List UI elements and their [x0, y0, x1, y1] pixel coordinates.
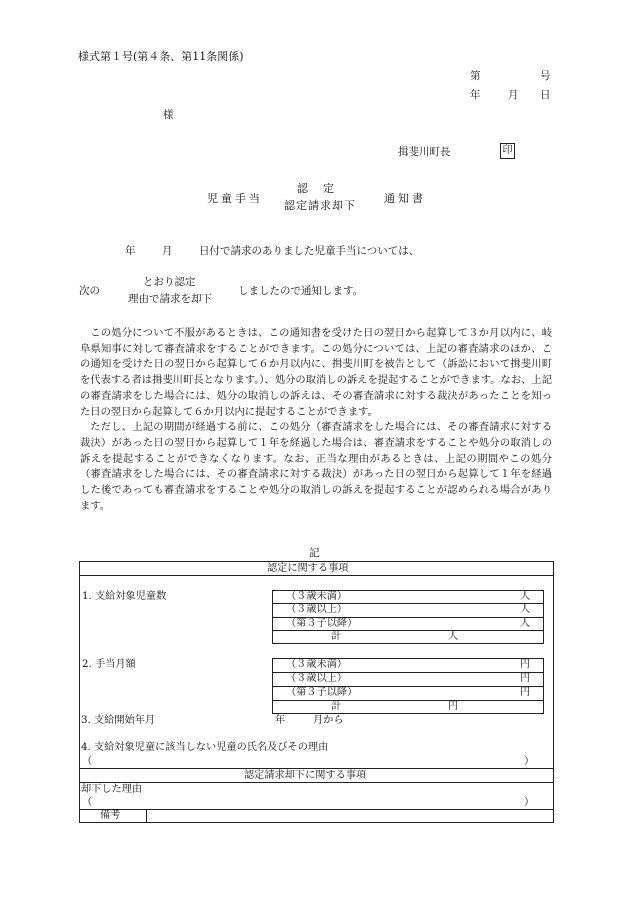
doc-number-suffix: 号: [540, 70, 551, 82]
date-year: 年: [470, 89, 481, 101]
item1-label: 1. 支給対象児童数: [82, 591, 167, 602]
item3-year: 年: [275, 715, 286, 726]
reject-open-paren: （: [82, 797, 93, 808]
title-left: 児童手当: [207, 192, 263, 205]
addressee-suffix: 様: [163, 109, 174, 121]
intro-line2-upper: とおり認定: [143, 276, 196, 288]
amount-row-unit: 円: [520, 673, 531, 684]
children-row-unit: 人: [520, 604, 531, 615]
issuer-name: 揖斐川町長: [398, 146, 451, 158]
intro-month: 月: [162, 245, 173, 257]
ki-heading: 記: [309, 547, 320, 559]
amount-total-label: 計: [331, 701, 342, 712]
amount-row-label: （３歳以上）: [286, 673, 348, 684]
section1-title: 認定に関する事項: [267, 563, 349, 574]
children-row-unit: 人: [520, 618, 531, 629]
children-row-label: （３歳以上）: [286, 604, 348, 615]
amount-row-label: （３歳未満）: [286, 659, 348, 670]
date-day: 日: [540, 89, 551, 101]
item2-label: 2. 手当月額: [82, 659, 136, 670]
intro-line1-text: 日付で請求のありました児童手当については、: [199, 245, 420, 257]
intro-line2-prefix: 次の: [79, 285, 100, 297]
doc-number-prefix: 第: [470, 70, 481, 82]
item3-month: 月から: [313, 715, 344, 726]
intro-line2-suffix: しましたので通知します。: [238, 285, 364, 297]
reject-reason-label: 却下した理由: [81, 784, 143, 795]
item3-label: 3. 支給開始年月: [81, 715, 156, 726]
amount-total-unit: 円: [448, 701, 459, 712]
title-right: 通知書: [384, 192, 426, 205]
title-lower: 認定請求却下: [284, 199, 356, 212]
children-row-label: （３歳未満）: [286, 591, 348, 602]
seal-stamp: 印: [500, 143, 515, 159]
remarks-label: 備考: [100, 810, 121, 821]
item4-close-paren: ）: [524, 756, 535, 767]
notice-text: [80, 326, 552, 514]
intro-line2-lower: 理由で請求を却下: [128, 293, 212, 305]
amount-row-unit: 円: [520, 687, 531, 698]
notice-paragraph-1: この処分について不服があるときは、この通知書を受けた日の翌日から起算して３か月以内に、岐阜県知事に対して審査請求をすることができます。この処分については、上記の審査請求のほか、この通知を受けた日の翌日から起算して６か月以内に、揖斐川町を被告として（訴訟において揖斐川町を代表する者は揖斐川町長となります。）、処分の取消しの訴えを提起することができます。なお、上記の審査請求をした場合には、処分の取消しの訴えは、その審査請求に対する裁決があったことを知った日の翌日から起算して６か月以内に提起することができます。: [80, 327, 553, 418]
children-row-label: （第３子以降）: [286, 618, 358, 629]
amount-row-label: （第３子以降）: [286, 687, 358, 698]
form-number: 様式第１号(第４条、第11条関係): [78, 50, 244, 63]
children-row-unit: 人: [520, 591, 531, 602]
section2-title: 認定請求却下に関する事項: [244, 770, 367, 781]
item4-open-paren: （: [82, 756, 93, 767]
title-upper: 認 定: [297, 182, 336, 195]
amount-row-unit: 円: [520, 659, 531, 670]
reject-close-paren: ）: [524, 797, 535, 808]
children-total-label: 計: [331, 631, 342, 642]
item4-label: 4. 支給対象児童に該当しない児童の氏名及びその理由: [81, 742, 329, 753]
intro-year: 年: [125, 245, 136, 257]
notice-paragraph-2: ただし、上記の期間が経過する前に、この処分（審査請求をした場合には、その審査請求に対する裁決）があった日の翌日から起算して１年を経過した場合は、審査請求をすることや処分の取消しの訴えを提起することができなくなります。なお、正当な理由があるときは、上記の期間やこの処分（審査請求をした場合には、その審査請求に対する裁決）があった日の翌日から起算して１年を経過した後であっても審査請求をすることや処分の取消しの訴えを提起することが認められる場合があります。: [80, 421, 552, 512]
date-month: 月: [508, 89, 519, 101]
children-total-unit: 人: [448, 631, 459, 642]
